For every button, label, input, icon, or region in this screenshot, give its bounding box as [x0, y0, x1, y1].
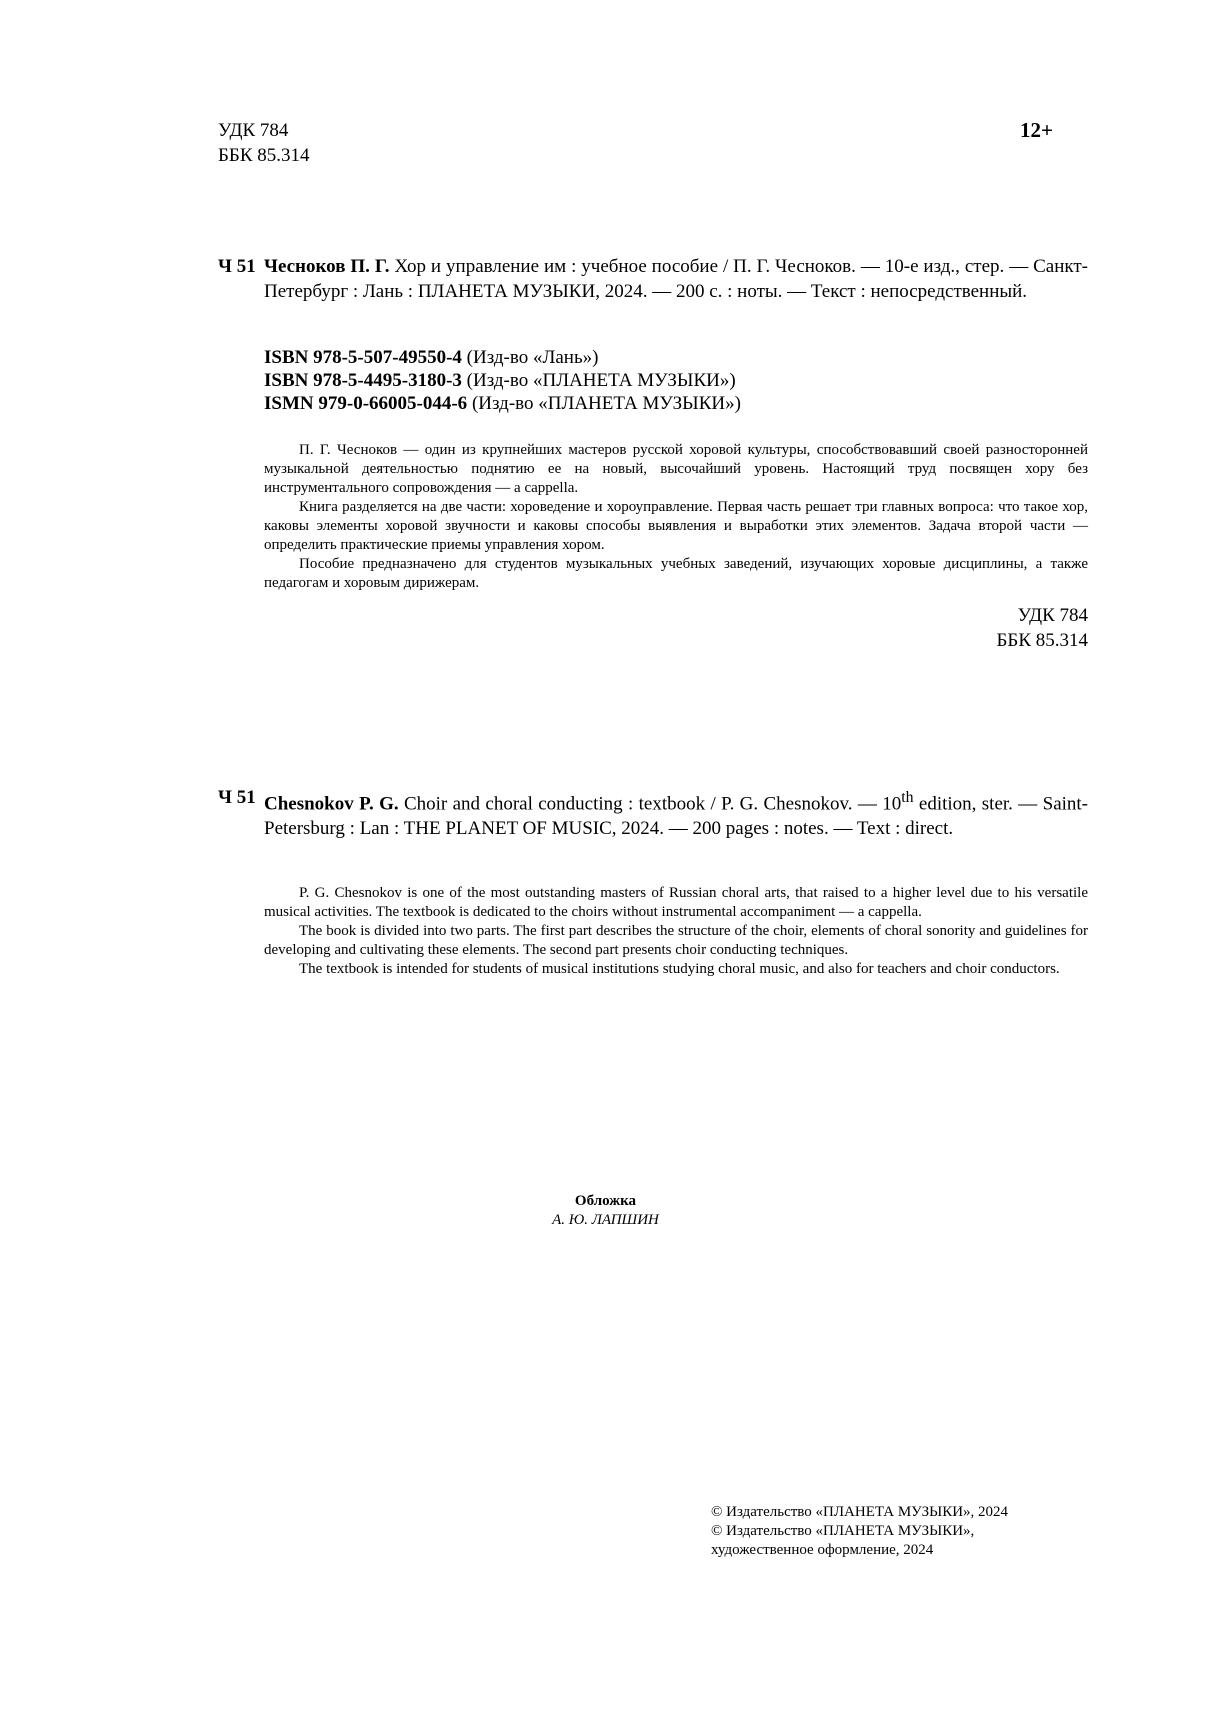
identifier-list [264, 346, 741, 415]
udk-code-right: УДК 784 [1017, 605, 1088, 626]
abstract-en [264, 884, 1088, 979]
abstract-paragraph: The textbook is intended for students of musical institutions studying choral music, and also for teachers and choir conductors. [299, 961, 1060, 977]
author-sign-en: Ч 51 [218, 787, 256, 808]
cover-credit [0, 1192, 1211, 1230]
abstract-paragraph: P. G. Chesnokov is one of the most outstanding masters of Russian choral arts, that raised to a higher level due to his versatile musical activities. The textbook is dedicated to the choirs without instrumental accompaniment — a cappella. [264, 885, 1088, 920]
classification-codes-right [880, 603, 1088, 653]
publisher-planet: (Изд-во «ПЛАНЕТА МУЗЫКИ») [466, 370, 736, 391]
entry-description-ru: Хор и управление им : учебное пособие / П. Г. Чесноков. — 10-е изд., стер. — Санкт-Петербург : Лань : ПЛАНЕТА МУЗЫКИ, 2024. — 200 с. : ноты. — Текст : непосредственный. [264, 256, 1089, 302]
publisher-planet-ismn: (Изд-во «ПЛАНЕТА МУЗЫКИ») [471, 393, 741, 414]
abstract-ru [264, 441, 1088, 593]
author-name-ru: Чесноков П. Г. [264, 256, 390, 277]
ordinal-superscript: th [901, 789, 914, 806]
copyright-block [711, 1503, 1008, 1560]
abstract-paragraph: Книга разделяется на две части: хороведение и хороуправление. Первая часть решает три главных вопроса: что такое хор, каковы элементы хоровой звучности и каковы способы выявления и выработки этих элементов. Задача второй части — определить практические приемы управления хором. [264, 499, 1088, 553]
identifier-line [264, 346, 741, 369]
ismn-planet: ISMN 979-0-66005-044-6 [264, 393, 468, 414]
copyright-line: художественное оформление, 2024 [711, 1542, 934, 1558]
isbn-lan: ISBN 978-5-507-49550-4 [264, 347, 462, 368]
copyright-line: © Издательство «ПЛАНЕТА МУЗЫКИ», 2024 [711, 1504, 1009, 1520]
publisher-lan: (Изд-во «Лань») [466, 347, 599, 368]
abstract-paragraph: Пособие предназначено для студентов музыкальных учебных заведений, изучающих хоровые дисциплины, а также педагогам и хоровым дирижерам. [264, 556, 1088, 591]
bbk-code: ББК 85.314 [218, 145, 310, 166]
entry-text-en [264, 785, 1088, 841]
abstract-paragraph: П. Г. Чесноков — один из крупнейших мастеров русской хоровой культуры, способствовавший своей разносторонней музыкальной деятельностью поднятию ее на новый, высочайший уровень. Настоящий труд посвящен хору без инструментального сопровождения — a cappella. [264, 442, 1088, 496]
author-name-en: Chesnokov P. G. [264, 793, 399, 815]
copyright-line: © Издательство «ПЛАНЕТА МУЗЫКИ», [711, 1523, 975, 1539]
isbn-planet: ISBN 978-5-4495-3180-3 [264, 370, 462, 391]
identifier-line [264, 369, 741, 392]
entry-text-ru [264, 254, 1088, 304]
abstract-paragraph: The book is divided into two parts. The first part describes the structure of the choir, elements of choral sonority and guidelines for developing and cultivating these elements. The second part presents choir conducting techniques. [264, 923, 1088, 958]
cover-designer: А. Ю. ЛАПШИН [552, 1212, 659, 1228]
classification-codes-top [218, 118, 310, 168]
entry-description-en-part2: edition, ster. — Saint-Petersburg : Lan : THE PLANET OF MUSIC, 2024. — 200 pages : notes. — Text : direct. [264, 793, 1089, 840]
udk-code: УДК 784 [218, 120, 289, 141]
bbk-code-right: ББК 85.314 [996, 630, 1088, 651]
cover-label: Обложка [574, 1193, 637, 1209]
identifier-line [264, 392, 741, 415]
bibliographic-entry-ru [218, 254, 1088, 304]
age-rating: 12+ [1020, 118, 1053, 142]
entry-description-en-part1: Choir and choral conducting : textbook / P. G. Chesnokov. — 10 [403, 793, 902, 815]
author-sign-ru: Ч 51 [218, 256, 256, 277]
bibliographic-entry-en [218, 785, 1088, 841]
